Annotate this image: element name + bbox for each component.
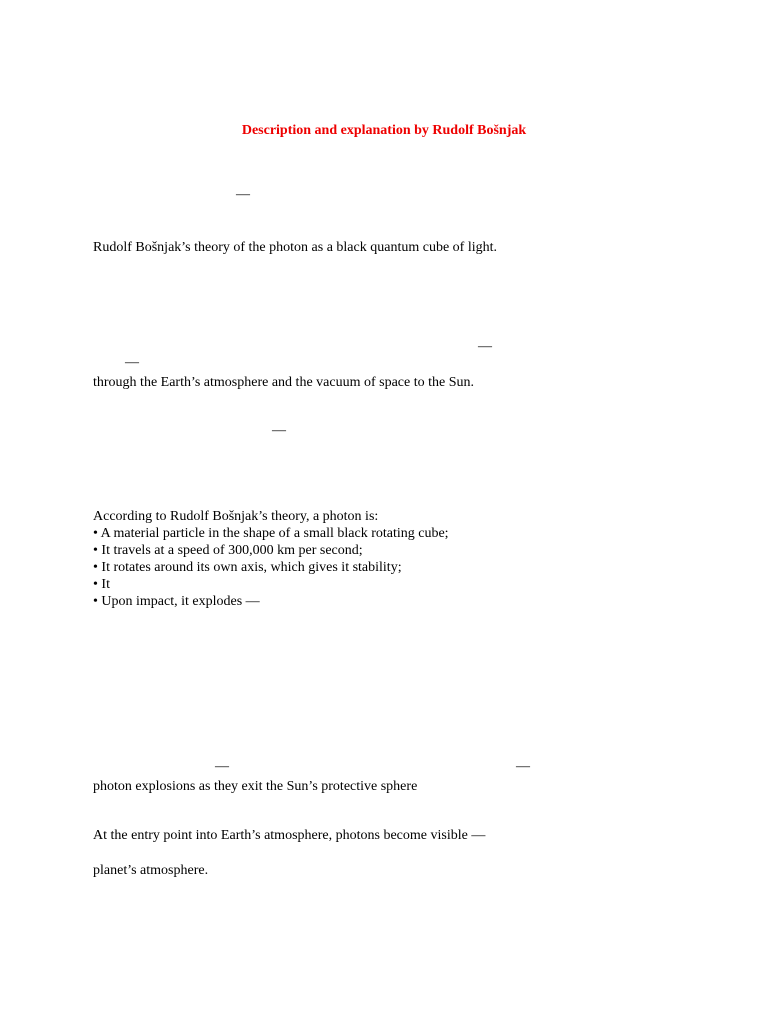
list-item: • It	[93, 577, 110, 592]
paragraph-atmosphere: through the Earth’s atmosphere and the vacuum of space to the Sun.	[93, 375, 475, 390]
list-item: • It travels at a speed of 300,000 km per second;	[93, 543, 363, 558]
dash-mark: —	[272, 423, 286, 438]
dash-mark: —	[478, 339, 492, 354]
list-item: • Upon impact, it explodes —	[93, 594, 260, 609]
paragraph-theory: Rudolf Bošnjak’s theory of the photon as a black quantum cube of light.	[93, 240, 497, 255]
dash-mark: —	[236, 187, 250, 202]
document-title: Description and explanation by Rudolf Bošnjak	[241, 123, 527, 138]
dash-mark: —	[125, 355, 139, 370]
paragraph-planet: planet’s atmosphere.	[93, 863, 209, 878]
dash-mark: —	[215, 759, 229, 774]
paragraph-entry-point: At the entry point into Earth’s atmosphere, photons become visible —	[93, 828, 486, 843]
list-intro: According to Rudolf Bošnjak’s theory, a photon is:	[93, 509, 379, 524]
dash-mark: —	[516, 759, 530, 774]
list-item: • It rotates around its own axis, which gives it stability;	[93, 560, 402, 575]
bullet-list	[93, 525, 449, 610]
paragraph-explosions: photon explosions as they exit the Sun’s protective sphere	[93, 779, 418, 794]
list-item: • A material particle in the shape of a small black rotating cube;	[93, 526, 449, 541]
